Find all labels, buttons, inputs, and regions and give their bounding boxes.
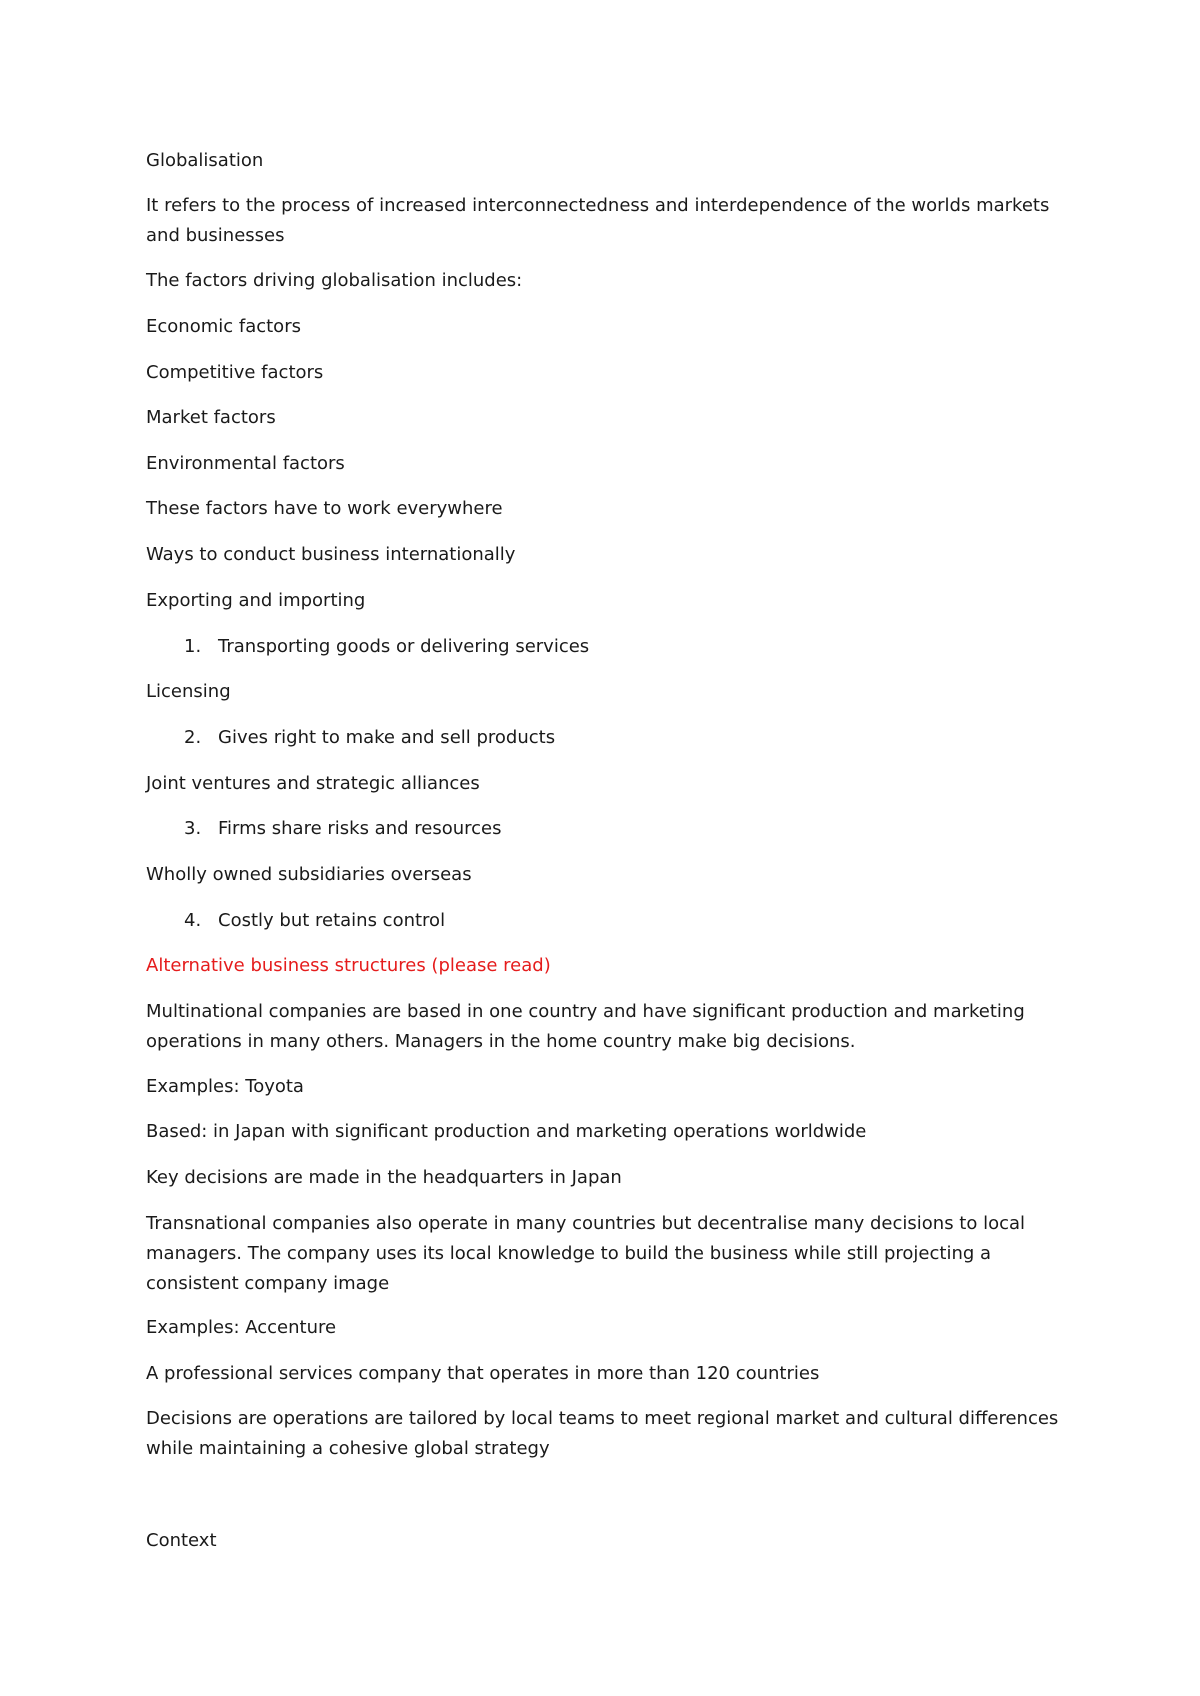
ways-heading: Ways to conduct business internationally <box>146 544 516 565</box>
list-number: 2. <box>184 727 202 748</box>
factor-item: Economic factors <box>146 316 301 337</box>
list-number: 4. <box>184 910 202 931</box>
list-number: 3. <box>184 818 202 839</box>
way-heading: Licensing <box>146 681 231 702</box>
way-heading: Wholly owned subsidiaries overseas <box>146 864 472 885</box>
way-heading: Joint ventures and strategic alliances <box>146 773 480 794</box>
factor-item: Market factors <box>146 407 276 428</box>
list-number: 1. <box>184 636 202 657</box>
multinational-description: Multinational companies are based in one country and have significant production and marketing operations in many others. Managers in the home country make big decisions. <box>146 1001 1025 1052</box>
factors-intro: The factors driving globalisation includes: <box>146 270 523 291</box>
multinational-based: Based: in Japan with significant production and marketing operations worldwide <box>146 1121 867 1142</box>
multinational-example: Examples: Toyota <box>146 1076 304 1097</box>
section-heading-highlight: Alternative business structures (please read) <box>146 955 551 976</box>
definition-paragraph: It refers to the process of increased interconnectedness and interdependence of the worlds markets and businesses <box>146 195 1050 246</box>
multinational-decisions: Key decisions are made in the headquarters in Japan <box>146 1167 622 1188</box>
factor-item: Competitive factors <box>146 362 324 383</box>
list-item-text: Firms share risks and resources <box>218 818 502 839</box>
transnational-example: Examples: Accenture <box>146 1317 337 1338</box>
transnational-profile: A professional services company that operates in more than 120 countries <box>146 1363 820 1384</box>
list-item-text: Transporting goods or delivering services <box>218 636 590 657</box>
factor-item: Environmental factors <box>146 453 345 474</box>
factors-note: These factors have to work everywhere <box>146 498 503 519</box>
document-title: Globalisation <box>146 150 264 171</box>
transnational-decisions: Decisions are operations are tailored by local teams to meet regional market and cultural differences while maintaining a cohesive global strategy <box>146 1408 1059 1459</box>
way-heading: Exporting and importing <box>146 590 366 611</box>
list-item-text: Gives right to make and sell products <box>218 727 556 748</box>
transnational-description: Transnational companies also operate in many countries but decentralise many decisions to local managers. The company uses its local knowledge to build the business while still projecting a consistent company image <box>146 1213 1026 1294</box>
list-item-text: Costly but retains control <box>218 910 446 931</box>
context-heading: Context <box>146 1530 217 1551</box>
